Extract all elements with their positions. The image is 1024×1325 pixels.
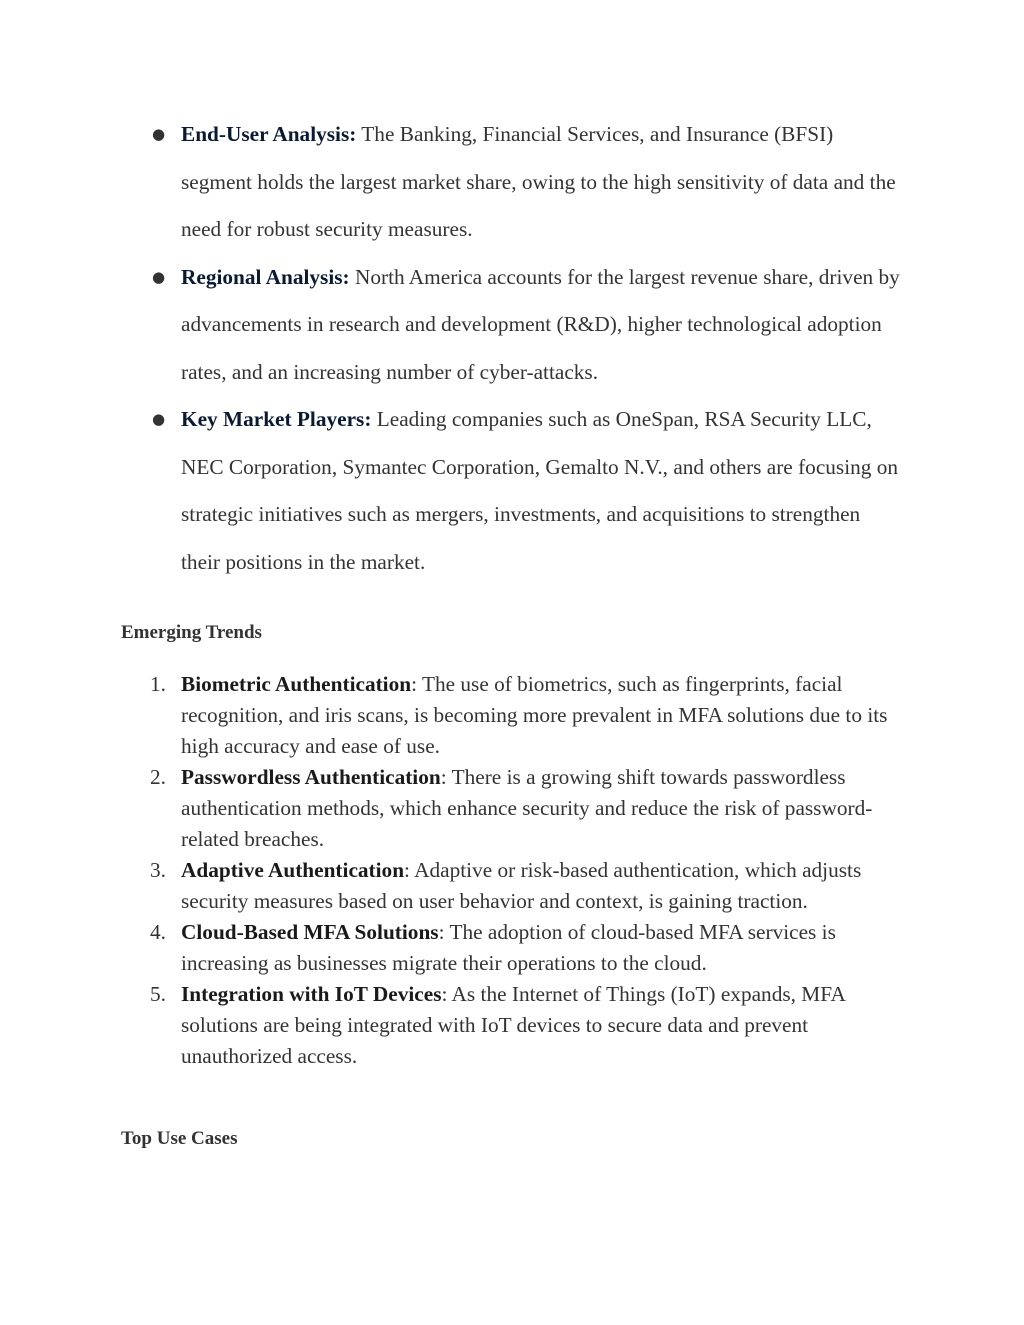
bullet-dot-icon: ● [152, 125, 166, 143]
bullet-item-key-players [0, 396, 901, 586]
trend-label: Adaptive Authentication [181, 858, 405, 882]
trend-text: : Adaptive or risk-based authentication, which adjusts security measures based on user behavior and context, is gaining traction. [181, 858, 862, 913]
trend-item-adaptive [0, 855, 906, 917]
emerging-trends-list [0, 669, 1024, 1072]
trend-item-iot [0, 979, 906, 1072]
bullet-label: Key Market Players: [181, 407, 372, 431]
bullet-dot-icon: ● [152, 267, 166, 286]
top-use-cases-heading: Top Use Cases [121, 1128, 238, 1149]
bullet-text: North America accounts for the largest revenue share, driven by advancements in research and development (R&D), higher technological adoption rates, and an increasing number of cyber-attacks. [181, 264, 900, 384]
bullet-item-end-user [0, 111, 901, 254]
trend-text: : The adoption of cloud-based MFA services is increasing as businesses migrate their operations to the cloud. [181, 920, 836, 975]
trend-label: Integration with IoT Devices [181, 982, 442, 1006]
list-number: 5. [150, 982, 166, 1006]
trend-label: Cloud-Based MFA Solutions [181, 920, 439, 944]
trend-text: : There is a growing shift towards passwordless authentication methods, which enhance security and reduce the risk of password-related breaches. [181, 765, 873, 851]
trend-label: Biometric Authentication [181, 672, 412, 696]
list-number: 2. [150, 765, 166, 789]
list-number: 1. [150, 672, 166, 696]
list-number: 4. [150, 920, 166, 944]
trend-label: Passwordless Authentication [181, 765, 441, 789]
bullet-item-regional [0, 254, 901, 397]
emerging-trends-heading: Emerging Trends [121, 622, 262, 643]
trend-text: : As the Internet of Things (IoT) expands, MFA solutions are being integrated with IoT devices to secure data and prevent unauthorized access. [181, 982, 845, 1068]
trend-item-cloud [0, 917, 906, 979]
trend-item-passwordless [0, 762, 906, 855]
bullet-dot-icon: ● [152, 410, 166, 428]
bullet-text: The Banking, Financial Services, and Insurance (BFSI) segment holds the largest market share, owing to the high sensitivity of data and the need for robust security measures. [181, 122, 896, 241]
trend-text: : The use of biometrics, such as fingerprints, facial recognition, and iris scans, is becoming more prevalent in MFA solutions due to its high accuracy and ease of use. [181, 672, 888, 758]
bullet-label: End-User Analysis: [181, 122, 357, 146]
list-number: 3. [150, 858, 166, 882]
trend-item-biometric [0, 669, 906, 762]
bullet-text: Leading companies such as OneSpan, RSA Security LLC, NEC Corporation, Symantec Corporation, Gemalto N.V., and others are focusing on strategic initiatives such as mergers, investments, and acquisitions to strengthen their positions in the market. [181, 407, 899, 574]
market-analysis-bullet-list [0, 111, 1024, 586]
bullet-label: Regional Analysis: [181, 264, 350, 289]
